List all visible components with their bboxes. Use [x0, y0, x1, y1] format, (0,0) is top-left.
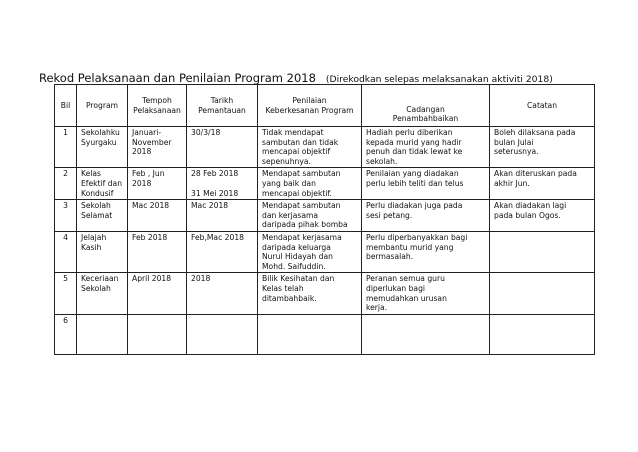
- cell-line: pada bulan Ogos.: [494, 210, 561, 220]
- cell-line: perlu lebih teliti dan telus: [366, 178, 464, 188]
- title-note: (Direkodkan selepas melaksanakan aktiviti 2018): [325, 74, 553, 85]
- cell-line: Kelas: [81, 169, 101, 179]
- cell-line: sesi petang.: [366, 210, 413, 220]
- cell-line: 2018: [132, 178, 152, 188]
- cell-line: ditambahbaik.: [262, 293, 317, 303]
- cell-tarikh: [187, 273, 258, 314]
- cell-line: sambutan dan tidak: [262, 137, 339, 147]
- cell-line: Mac 2018: [191, 201, 229, 211]
- table-row: [55, 127, 595, 168]
- cell-line: Kasih: [81, 242, 102, 252]
- cell-program: [77, 314, 128, 354]
- cell-line: bulan Julai: [494, 137, 534, 147]
- cell-line: dan kerjasama: [262, 210, 319, 220]
- cell-tempoh: [128, 231, 187, 272]
- cell-tempoh: [128, 127, 187, 168]
- table-body: [55, 127, 595, 355]
- header-bil: Bil: [55, 85, 77, 127]
- cell-penilaian: [258, 231, 362, 272]
- cell-line: Bilik Kesihatan dan: [262, 274, 335, 284]
- cell-penilaian: [258, 273, 362, 314]
- cell-line: Mendapat sambutan: [262, 169, 341, 179]
- cell-line: Perlu diperbanyakkan bagi: [366, 232, 468, 242]
- cell-cadangan: [362, 200, 490, 232]
- cell-line: mencapai objektif: [262, 147, 331, 157]
- cell-line: 2018: [191, 274, 211, 284]
- cell-line: April 2018: [132, 274, 172, 284]
- cell-catatan: [490, 314, 595, 354]
- cell-penilaian: [258, 168, 362, 200]
- cell-line: Feb,Mac 2018: [191, 232, 244, 242]
- cell-line: Sekolahku: [81, 128, 120, 137]
- cell-line: Efektif dan: [81, 178, 123, 188]
- cell-line: Sekolah: [81, 201, 111, 211]
- cell-line: memudahkan urusan: [366, 293, 447, 303]
- cell-line: Jelajah: [81, 232, 107, 242]
- cell-line: Akan diadakan lagi: [494, 201, 567, 211]
- cell-tempoh: [128, 168, 187, 200]
- table-row: [55, 314, 595, 354]
- cell-line: akhir Jun.: [494, 178, 530, 188]
- cell-line: kerja.: [366, 303, 388, 313]
- header-catatan: Catatan: [490, 85, 595, 127]
- cell-program: [77, 273, 128, 314]
- cell-tarikh: [187, 231, 258, 272]
- header-tarikh-line: Pemantauan: [198, 105, 246, 115]
- cell-line: Mac 2018: [132, 201, 170, 211]
- cell-bil: 3: [55, 200, 77, 232]
- cell-line: Perlu diadakan juga pada: [366, 201, 463, 211]
- cell-line: Mendapat kerjasama: [262, 232, 342, 242]
- cell-line: November: [132, 137, 172, 147]
- cell-line: seterusnya.: [494, 147, 539, 157]
- header-cadangan-line: Cadangan: [406, 104, 445, 114]
- cell-program: [77, 200, 128, 232]
- cell-line: Selamat: [81, 210, 113, 220]
- cell-catatan: [490, 200, 595, 232]
- cell-line: yang baik dan: [262, 178, 316, 188]
- cell-catatan: [490, 231, 595, 272]
- header-cadangan: [362, 85, 490, 127]
- cell-line: Mendapat sambutan: [262, 201, 341, 211]
- cell-line: Penilaian yang diadakan: [366, 169, 459, 179]
- cell-tarikh: [187, 200, 258, 232]
- header-penilaian-line: Keberkesanan Program: [265, 105, 354, 115]
- header-penilaian-line: Penilaian: [292, 95, 327, 105]
- cell-line: 2018: [132, 147, 152, 157]
- cell-penilaian: [258, 200, 362, 232]
- cell-line: Kelas telah: [262, 283, 304, 293]
- table-row: [55, 168, 595, 200]
- cell-line: daripada keluarga: [262, 242, 331, 252]
- header-cadangan-line: Penambahbaikan: [392, 114, 459, 124]
- cell-catatan: [490, 127, 595, 168]
- header-program: Program: [77, 85, 128, 127]
- cell-bil: 1: [55, 127, 77, 168]
- cell-line: Boleh dilaksana pada: [494, 128, 576, 137]
- header-row: [55, 85, 595, 127]
- cell-line: Akan diteruskan pada: [494, 169, 577, 179]
- cell-line: 30/3/18: [191, 128, 221, 137]
- header-tempoh-line: Tempoh: [142, 95, 172, 105]
- cell-cadangan: [362, 314, 490, 354]
- cell-penilaian: [258, 127, 362, 168]
- cell-program: [77, 168, 128, 200]
- program-record-table: [54, 84, 595, 355]
- header-tarikh-line: Tarikh: [210, 95, 234, 105]
- cell-cadangan: [362, 273, 490, 314]
- cell-line: Syurgaku: [81, 137, 117, 147]
- cell-bil: 2: [55, 168, 77, 200]
- cell-line: Sekolah: [81, 283, 111, 293]
- cell-penilaian: [258, 314, 362, 354]
- cell-line: penuh dan tidak lewat ke: [366, 147, 463, 157]
- cell-line: 31 Mei 2018: [191, 188, 239, 198]
- title-main: Rekod Pelaksanaan dan Penilaian Program 2018: [39, 71, 316, 85]
- cell-program: [77, 231, 128, 272]
- table-row: [55, 273, 595, 314]
- cell-line: mencapai objektif.: [262, 188, 332, 198]
- cell-line: diperlukan bagi: [366, 283, 426, 293]
- cell-line: daripada pihak bomba: [262, 220, 348, 230]
- cell-line: sekolah.: [366, 156, 398, 166]
- cell-bil: 6: [55, 314, 77, 354]
- cell-tarikh: [187, 314, 258, 354]
- header-tempoh: [128, 85, 187, 127]
- cell-bil: 5: [55, 273, 77, 314]
- cell-tempoh: [128, 314, 187, 354]
- header-penilaian: [258, 85, 362, 127]
- cell-bil: 4: [55, 231, 77, 272]
- cell-line: Mohd. Saifuddin.: [262, 261, 326, 271]
- cell-line: [191, 179, 253, 189]
- cell-cadangan: [362, 231, 490, 272]
- cell-line: Feb , Jun: [132, 169, 165, 179]
- cell-cadangan: [362, 168, 490, 200]
- cell-line: Kondusif: [81, 188, 114, 198]
- table-row: [55, 200, 595, 232]
- cell-program: [77, 127, 128, 168]
- header-tempoh-line: Pelaksanaan: [133, 105, 181, 115]
- cell-catatan: [490, 273, 595, 314]
- cell-line: Tidak mendapat: [262, 128, 324, 137]
- cell-catatan: [490, 168, 595, 200]
- cell-line: Hadiah perlu diberikan: [366, 128, 453, 137]
- cell-line: membantu murid yang: [366, 242, 454, 252]
- cell-line: 28 Feb 2018: [191, 169, 239, 179]
- cell-cadangan: [362, 127, 490, 168]
- cell-line: Keceriaan: [81, 274, 119, 284]
- cell-tarikh: [187, 127, 258, 168]
- table-row: [55, 231, 595, 272]
- cell-tarikh: [187, 168, 258, 200]
- header-tarikh: [187, 85, 258, 127]
- cell-line: Peranan semua guru: [366, 274, 445, 284]
- cell-tempoh: [128, 273, 187, 314]
- cell-tempoh: [128, 200, 187, 232]
- cell-line: Feb 2018: [132, 232, 168, 242]
- cell-line: Nurul Hidayah dan: [262, 252, 333, 262]
- cell-line: kepada murid yang hadir: [366, 137, 462, 147]
- cell-line: bermasalah.: [366, 252, 414, 262]
- cell-line: Januari-: [132, 128, 162, 137]
- cell-line: sepenuhnya.: [262, 156, 311, 166]
